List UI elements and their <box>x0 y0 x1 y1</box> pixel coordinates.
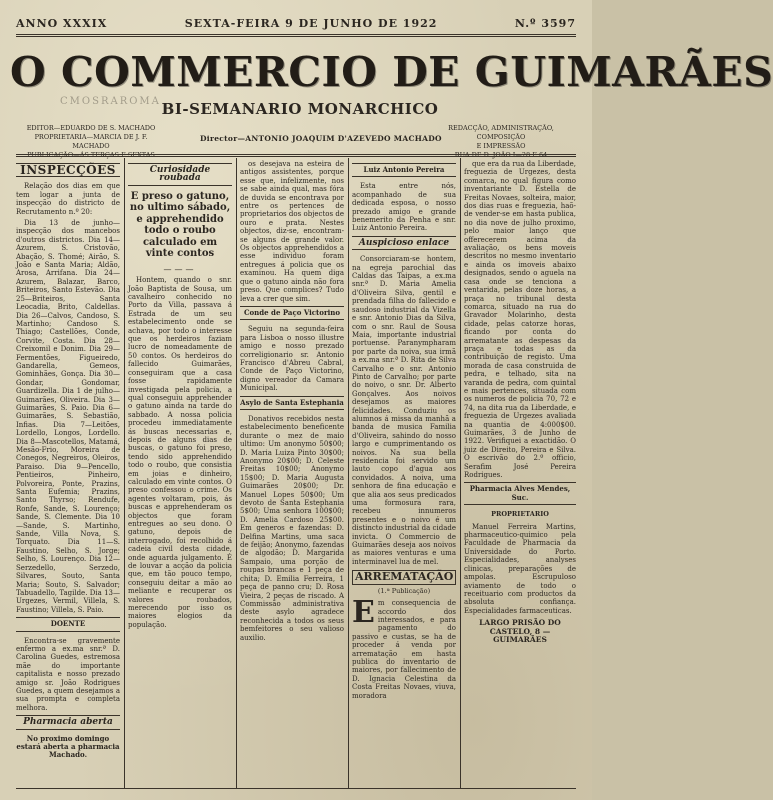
pharmacia-alves-sub: PROPRIETARIO <box>491 510 549 519</box>
curiosidade-heading: Curiosidade roubada <box>128 163 232 186</box>
enlace-heading: Auspicioso enlace <box>352 236 456 250</box>
doente-body: Encontra-se gravemente enfermo a ex.ma snr.ª D. Carolina Guedes, estremosa mãe do importante capitalista e nosso prezado amigo sr. João Rodrigues Guedes, a quem desejamos a sua prompta e completa melhora. <box>16 636 120 712</box>
header-rule-bottom <box>16 154 576 157</box>
column-2 <box>128 160 232 785</box>
credits-left: EDITOR—EDUARDO DE S. MACHADO PROPRIETARIA—MARCIA DE J. F. MACHADO PUBLICAÇÃO—ÁS TERÇAS E SEXTAS <box>26 124 156 159</box>
column-1 <box>16 160 120 785</box>
column-3 <box>240 160 344 785</box>
arrematacao-body <box>352 595 456 700</box>
faded-background-text: CMOSRAROMA <box>60 96 161 107</box>
pharmacia-alves-body: Manuel Ferreira Martins, pharmaceutico-quimico pela Faculdade de Pharmacia da Universidade do Porto. Especialidades, analyses clinicas, preparações de ampolas. Escrupuloso aviamento de todo o receituario com productos da absoluta confiança. Especialidades farmaceuticas. <box>464 522 576 615</box>
inspeccoes-body: Dia 13 de junho—inspecção dos mancebos d'outros districtos. Dia 14—Azurem, S. Cristovão, Abação, S. Thomé; Airão, S. João e Santa Maria; Aldão, Arosa, Arrifana. Dia 24—Azurem, Balazar, Barco, Briteiros, Santo Estevão. Dia 25—Briteiros, Santa Leocadia, Brito, Caldellas. Dia 26—Calvos, Candoso, S. Martinho; Candoso S. Thiago; Castellões, Conde, Corvite, Costa. Dia 28—Creixomil e Donim. Dia 29—Fermentões, Figueiredo, Gandarella, Gemeos, Gominhães, Gonça. Dia 30—Gondar, Gondomar, Guardizella. Dia 1 de julho—Guimarães, Oliveira. Dia 3—Guimarães, S. Paio. Dia 6—Guimarães, S. Sebastião, Infias. Dia 7—Leitões, Lordello, Longos, Lordello. Dia 8—Mascotellos, Matamá, Mesão-Frio, Moreira de Conegos, Negreiros, Oleiros, Paraiso. Dia 9—Pencello, Pentieiros, Pinheiro, Polvoreira, Ponte, Prazins, Santa Eufemia; Prazins, Santo Thyrso; Rendufe, Ronfe, Sande, S. Lourenço; Sande, S. Clemente. Dia 10—Sande, S. Martinho, Sande, Villa Nova, S. Torquato. Dia 11—S. Faustino, Selho, S. Jorge; Selho, S. Lourenço. Dia 12—Serzedello, Serzedo, Silvares, Souto, Santa Maria; Souto, S. Salvador; Tabuadello, Tagilde. Dia 13—Urgezes, Vermil, Villela, S. Faustino; Villela, S. Paio. <box>16 219 120 614</box>
col3-body-top: os desejava na esteira de antigos assistentes, porque esse que, infelizmente, nos se sabe ainda qual, mas fóra de duvida se encontrava por entre os pertences de proprietarios dos objectos de ouro e prata. Nestes objectos, diz-se, encontram-se alguns de grande valor. Os objectos apprehendidos a esse individuo foram entregues á policia que os examinou. Ha quem diga que o gatuno ainda não fora preso. Que complices? Tudo leva a crer que sim. <box>240 160 344 303</box>
issue-year: ANNO XXXIX <box>16 16 108 30</box>
column-separator-1 <box>124 158 125 788</box>
ornament-divider: ——— <box>163 264 197 274</box>
curiosidade-body: Hontem, quando o snr. João Baptista de Sousa, um cavalheiro conhecido no Porto da Villa, passava á Estrada de um seu estabelecimento onde se achava, por todo o interesse que os herdeiros faziam lucro de nomeadamente de 50 contos. Os herdeiros do fallecido Guimarães, conseguiram que a casa fosse rapidamente investigada pela policia, a qual conseguiu apprehender o gatuno ainda na tarde do sabbado. A nossa policia procedeu immediatamente ás buscas necessarias e, depois de alguns dias de buscas, o gatuno foi preso, tendo sido apprehendido todo o roubo, que consistia em joias e dinheiro, calculado em vinte contos. O preso confessou o crime. Os agentes voltaram, pois, ás buscas e apprehenderam os objectos que foram entregues ao seu dono. O gatuno, depois de interrogado, foi recolhido á cadeia civil desta cidade, onde aguarda julgamento. É de louvar a acção da policia que, em tão pouco tempo, conseguiu deitar a mão ao meliante e recuperar os valores roubados, merecendo por isso os maiores elogios da população. <box>128 276 232 629</box>
col3-body-bottom: Donativos recebidos nesta estabelecimento beneficente durante o mez de maio ultimo: Um anonymo 50$00; D. Maria Luiza Pinto 30$00; Anonymo 20$00; D. Celeste Freitas 10$00; Anonymo 15$00; D. Maria Augusta Guimarães 20$00; Dr. Manuel Lopes 50$00; Um devoto de Santa Estephania 5$00; Uma senhora 100$00; D. Amelia Cardoso 25$00. Em generos e fazendas: D. Delfina Martins, uma saca de feijão; Anonymo, fazendas de algodão; D. Margarida Sampaio, uma porção de roupas brancas e 1 peça de chita; D. Emilia Ferreira, 1 peça de panno cru; D. Rosa Vieira, 2 peças de riscado. A Commissão administrativa deste asylo agradece reconhecida a todos os seus bemfeitores o seu valioso auxilio. <box>240 414 344 642</box>
header-topline <box>16 16 576 30</box>
arrematacao-sub: (1.ª Publicação) <box>377 586 431 595</box>
footer-rule <box>16 788 576 789</box>
column-5 <box>464 160 576 785</box>
inspeccoes-intro: Relação dos dias em que tem logar a junta de inspecção do districto de Recrutamento n.º 20: <box>16 182 120 216</box>
column-separator-2 <box>236 158 237 788</box>
col3-body-mid: Seguiu na segunda-feira para Lisboa o nosso illustre amigo e nosso prezado correligionario sr. Antonio Francisco d'Abreu Cabral, Conde de Paço Victorino, digno vereador da Camara Municipal. <box>240 325 344 393</box>
issue-number: N.º 3597 <box>514 16 576 30</box>
col5-body: que era da rua da Liberdade, freguezia de Urgezes, desta comarca, no qual figura como inventariante D. Estella de Freitas Novaes, solteira, maior, dos dias ruas e freguezia, haõ-de vender-se em hasta publica, no dia nove de julho proximo, pelo maior lanço que offerecerem acima da avaliação, os bens moveis descritos no mesmo inventario e ainda os imoveis abaixo designados, sendo o aguela na casa onde se tenciona a ventarida, pelas doze horas, a praça no tribunal desta comarca, situado na rua do Gravador Molarinho, desta cidade, pelas catorze horas, ficando por conta do arrematante as despesas da praça e todas as da contribuição de registo. Uma morada de casa construida de pedra, e telhado, sita na varanda de pedra, com quintal e mais pertences, situada com os numeros de policia 70, 72 e 74, na dita rua da Liberdade, e freguezia de Urgezes avaliada na quantia de 4:000$00. Guimarães, 3 de Junho de 1922. Verifiquei a exactidão. O juiz de Direito, Pereira e Silva. O escrivão do 2.º officio, Serafim José Pereira Rodrigues. <box>464 160 576 480</box>
column-separator-4 <box>460 158 461 788</box>
newspaper-title: O COMMERCIO DE GUIMARÃES <box>10 48 773 96</box>
inspeccoes-heading: INSPECÇÕES <box>16 163 120 177</box>
luiz-pereira-heading: Luiz Antonio Pereira <box>352 163 456 177</box>
dropcap-letter: E <box>352 595 375 631</box>
newspaper-subtitle: BI-SEMANARIO MONARCHICO <box>161 100 439 118</box>
asylo-heading: Asylo de Santa Estephania <box>240 396 344 410</box>
column-separator-3 <box>348 158 349 788</box>
arrematacao-text: m consequencia de accordo dos interessados, e para pagamento do passivo e custas, se ha de proceder á venda por arrematação em hasta publica do inventario de maiores, por fallecimento de D. Ignacia Celestina da Costa Freitas Novaes, viuva, moradora <box>352 599 456 700</box>
doente-heading: DOENTE <box>16 617 120 631</box>
pharmacia-address: LARGO PRISÃO DO CASTELO, 8 — GUIMARÃES <box>479 618 561 644</box>
col4-body-mid: Consorciaram-se hontem, na egreja parochial das Caldas das Taipas, a ex.ma snr.ª D. Maria Amelia d'Oliveira Silva, gentil e prendada filha do fallecido e saudoso industrial da Vizella e snr. Antonio Dias da Silva, com o snr. Raul de Sousa Maia, importante industrial portuense. Paranympharam por parte da noiva, sua irmã a ex.ma snr.ª D. Rita de Silva Carvalho e o snr. Antonio Pinto de Carvalho; por parte do noivo, o snr. Dr. Alberto Gonçalves. Aos noivos desejamos as maiores felicidades. Conduziu os alumnos á missa da manhã a banda de musica Familia d'Oliveira, sahindo do nosso largo e cumprimentando os noivos. Na sua bella residencia foi servido um lauto copo d'agua aos convidados. A noiva, uma senhora de fina educação e que alia aos seus predicados uma formosura rara, recebeu innumeros presentes e o noivo é um distincto industrial da cidade invicta. O Commercio de Guimarães deseja aos noivos as maiores venturas e uma interminavel lua de mel. <box>352 255 456 566</box>
director-line: Director—ANTONIO JOAQUIM D'AZEVEDO MACHADO <box>200 134 442 143</box>
issue-date: SEXTA-FEIRA 9 DE JUNHO DE 1922 <box>184 16 438 30</box>
pharmacia-aberta-heading: Pharmacia aberta <box>16 715 120 729</box>
conde-heading: Conde de Paço Victorino <box>240 306 344 320</box>
arrematacao-heading: ARREMATAÇÃO <box>352 570 456 584</box>
column-4 <box>352 160 456 785</box>
pharmacia-alves-heading: Pharmacia Alves Mendes, Suc. <box>464 482 576 505</box>
pharmacia-aberta-body: No proximo domingo estará aberta a pharmacia Machado. <box>16 733 120 760</box>
header-rule-top <box>16 34 576 37</box>
credits-right: REDACÇÃO, ADMINISTRAÇÃO, COMPOSIÇÃO E IMPRESSÃO RUA DE D. JOÃO I—28 E 64 <box>448 124 554 159</box>
col4-body-top: Esta entre nós, acompanhado de sua dedicada esposa, o nosso prezado amigo e grande benemerito da Penha e snr. Luiz Antonio Pereira. <box>352 182 456 233</box>
curiosidade-lead: E preso o gatuno, no ultimo sábado, e apprehendido todo o roubo calculado em vinte contos <box>129 190 231 260</box>
